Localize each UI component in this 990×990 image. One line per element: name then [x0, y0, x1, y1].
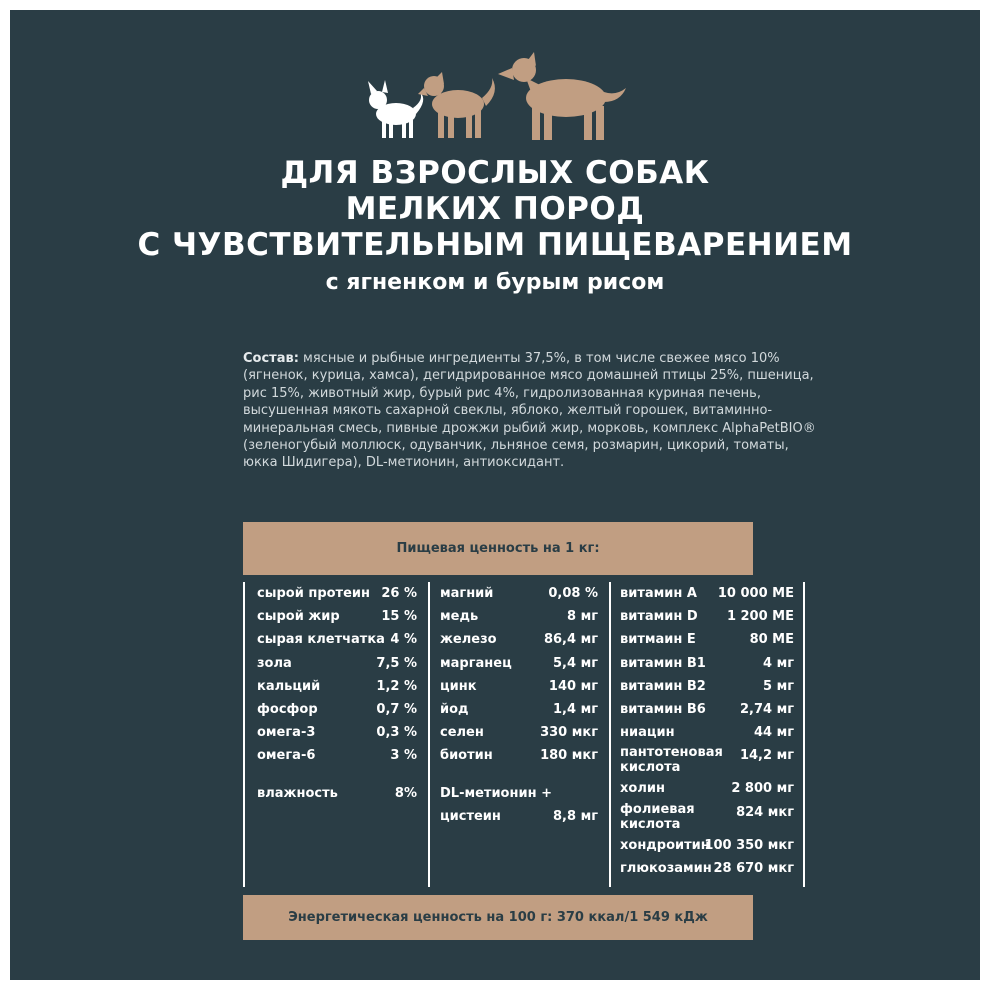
nutrient-row: витамин А 10 000 МЕ — [620, 586, 794, 601]
nutrient-row: ниацин 44 мг — [620, 725, 794, 741]
nutrient-row: цистеин 8,8 мг — [440, 808, 598, 824]
product-title — [10, 155, 980, 263]
package-panel — [10, 10, 980, 980]
nutrition-column-1 — [257, 582, 417, 805]
nutrient-row: железо 86,4 мг — [440, 632, 598, 648]
nutrition-header: Пищевая ценность на 1 кг: — [243, 522, 753, 575]
nutrient-row: хондроитин 100 350 мкг — [620, 837, 794, 853]
nutrient-row: фосфор 0,7 % — [257, 701, 417, 717]
nutrient-row: витамин В6 2,74 мг — [620, 701, 794, 717]
nutrient-row: глюкозамин 28 670 мкг — [620, 860, 794, 876]
nutrition-column-3 — [620, 582, 794, 880]
product-subtitle: с ягненком и бурым рисом — [325, 270, 665, 295]
dog-size-icons — [358, 48, 628, 148]
title-line: С ЧУВСТВИТЕЛЬНЫМ ПИЩЕВАРЕНИЕМ — [137, 227, 853, 263]
column-divider — [609, 582, 611, 887]
title-line: МЕЛКИХ ПОРОД — [345, 191, 645, 227]
nutrient-row: селен 330 мкг — [440, 725, 598, 741]
large-dog-icon — [498, 52, 626, 140]
nutrient-row: медь 8 мг — [440, 609, 598, 625]
nutrient-row: омега-6 3 % — [257, 748, 417, 764]
nutrient-row: биотин 180 мкг — [440, 748, 598, 764]
nutrient-row: витамин D 1 200 МЕ — [620, 609, 794, 625]
nutrient-row: DL-метионин + — [440, 785, 552, 801]
nutrient-row: магний 0,08 % — [440, 586, 598, 601]
nutrient-row: сырой жир 15 % — [257, 609, 417, 625]
nutrition-column-2 — [440, 582, 598, 828]
energy-value: Энергетическая ценность на 100 г: 370 ккал/1 549 кДж — [243, 895, 753, 940]
nutrient-row: витмаин Е 80 МЕ — [620, 632, 794, 648]
nutrient-row: марганец 5,4 мг — [440, 655, 598, 671]
nutrient-row: цинк 140 мг — [440, 678, 598, 694]
nutrient-row: омега-3 0,3 % — [257, 725, 417, 741]
nutrient-row: витамин В2 5 мг — [620, 678, 794, 694]
nutrient-row: витамин В1 4 мг — [620, 655, 794, 671]
medium-dog-icon — [418, 72, 495, 138]
title-line: ДЛЯ ВЗРОСЛЫХ СОБАК — [280, 155, 710, 191]
small-dog-icon — [368, 80, 423, 138]
nutrient-row: пантотеновая кислота 14,2 мг — [620, 745, 794, 776]
column-divider — [428, 582, 430, 887]
nutrient-row: сырой протеин 26 % — [257, 586, 417, 601]
nutrient-row: фолиевая кислота 824 мкг — [620, 801, 794, 832]
nutrient-row: влажность 8% — [257, 785, 417, 801]
composition-text — [243, 350, 823, 472]
nutrient-row: кальций 1,2 % — [257, 678, 417, 694]
nutrient-row: йод 1,4 мг — [440, 701, 598, 717]
column-divider — [243, 582, 245, 887]
column-divider — [803, 582, 805, 887]
composition-body: мясные и рыбные ингредиенты 37,5%, в том числе свежее мясо 10% (ягненок, курица, хамса), дегидрированное мясо домашней птицы 25%, пшеница, рис 15%, животный жир, бурый рис 4%, гидролизованная куриная печень, высушенная мякоть сахарной свеклы, яблоко, желтый горошек, витаминно-минеральная смесь, пивные дрожжи рыбий жир, морковь, комплекс AlphaPetBIO® (зеленогубый моллюск, одуванчик, льняное семя, розмарин, цикорий, томаты, юкка Шидигера), DL-метионин, антиоксидант. — [243, 351, 816, 471]
nutrient-row: холин 2 800 мг — [620, 781, 794, 797]
composition-label: Состав: — [243, 351, 299, 366]
nutrient-row: зола 7,5 % — [257, 655, 417, 671]
nutrient-row: сырая клетчатка 4 % — [257, 632, 417, 648]
